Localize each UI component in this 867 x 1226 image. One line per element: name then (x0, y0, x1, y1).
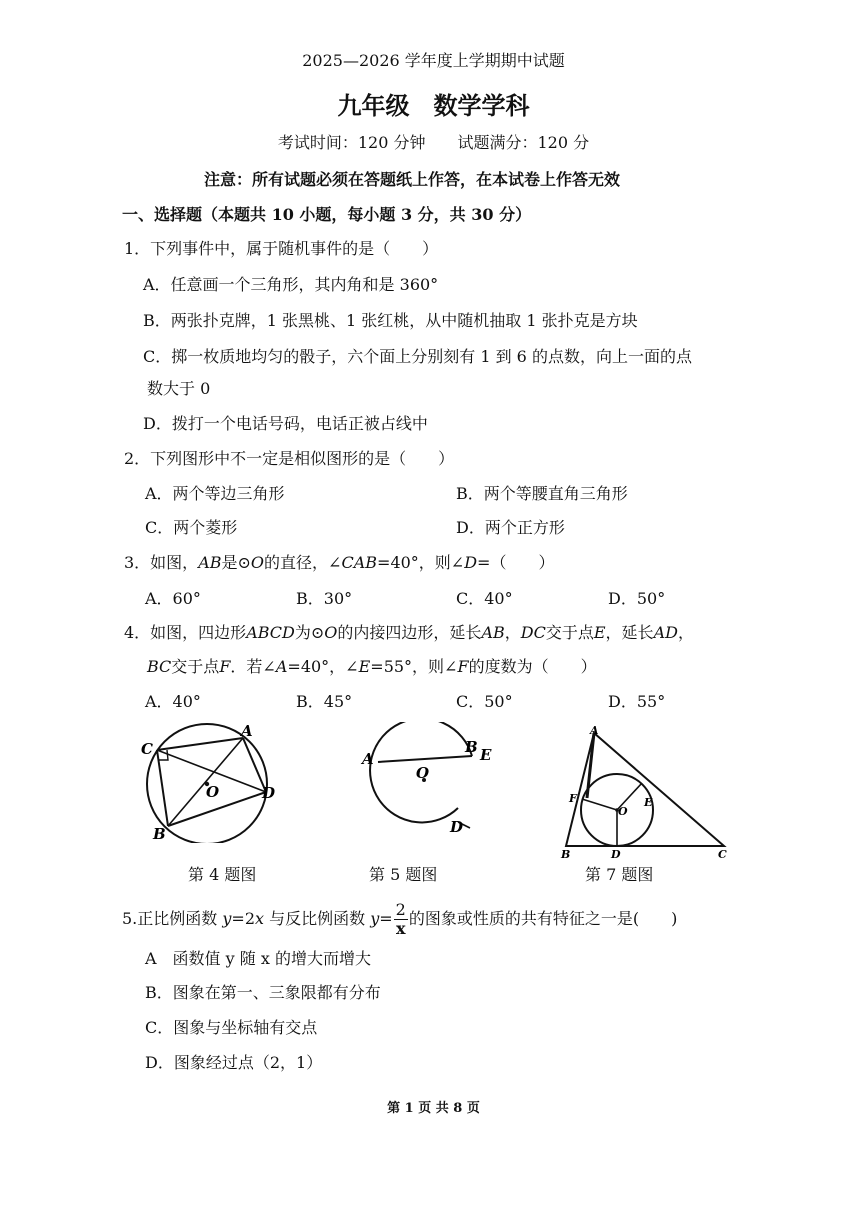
figure-5-label-o: O (416, 764, 430, 782)
question-4-stem-line2: BC交于点F．若∠A=40°，∠E=55°，则∠F的度数为（ ） (147, 657, 597, 676)
exam-notice: 注意：所有试题必须在答题纸上作答，在本试卷上作答无效 (204, 170, 621, 189)
figure-4-diagram (135, 718, 285, 843)
figure-5-label-b: B (465, 738, 478, 756)
question-3-option-b: B．30° (296, 589, 353, 608)
question-1-option-a: A．任意画一个三角形，其内角和是 360° (143, 275, 439, 294)
figure-5-label-e: E (480, 746, 492, 764)
question-1-option-c-line2: 数大于 0 (147, 379, 211, 398)
question-4-option-a: A．40° (145, 692, 201, 711)
fraction-2-over-x: $\frac{2}{x}$ (395, 900, 406, 938)
figure-7-label-a: A (590, 724, 599, 737)
figure-7-label-e: E (644, 796, 653, 809)
question-4-option-b: B．45° (296, 692, 353, 711)
figure-4-label-b: B (153, 825, 166, 843)
question-2-option-c: C．两个菱形 (145, 518, 238, 537)
question-1-option-b: B．两张扑克牌，1 张黑桃、1 张红桃，从中随机抽取 1 张扑克是方块 (143, 311, 638, 330)
question-2-option-b: B．两个等腰直角三角形 (456, 484, 628, 503)
question-2-stem: 2．下列图形中不一定是相似图形的是（ ） (124, 449, 455, 468)
question-4-stem-line1: 4．如图，四边形ABCD为⊙O的内接四边形，延长AB，DC交于点E，延长AD， (124, 623, 694, 642)
exam-info: 考试时间：120 分钟 试题满分：120 分 (277, 133, 590, 152)
question-3-stem: 3．如图，AB是⊙O的直径，∠CAB=40°，则∠D=（ ） (124, 553, 555, 572)
figure-7-diagram (556, 723, 736, 863)
question-5-option-c: C．图象与坐标轴有交点 (145, 1018, 318, 1037)
question-4-option-d: D．55° (608, 692, 666, 711)
figure-4-label-o: O (206, 783, 220, 801)
figure-4-caption: 第 4 题图 (188, 865, 257, 884)
question-3-option-c: C．40° (456, 589, 513, 608)
question-2-option-d: D．两个正方形 (456, 518, 565, 537)
figure-7-label-b: B (561, 848, 571, 861)
question-5-option-d: D．图象经过点（2，1） (145, 1053, 323, 1072)
question-5-option-a: A 函数值 y 随 x 的增大而增大 (145, 949, 371, 968)
page-number: 第 1 页 共 8 页 (387, 1101, 480, 1116)
grade-subject-title: 九年级 数学学科 (337, 91, 530, 120)
exam-year-title: 2025—2026 学年度上学期期中试题 (302, 51, 565, 70)
question-5-option-b: B．图象在第一、三象限都有分布 (145, 983, 381, 1002)
figure-7-caption: 第 7 题图 (585, 865, 654, 884)
question-1-stem: 1．下列事件中，属于随机事件的是（ ） (124, 239, 439, 258)
figure-4-label-a: A (241, 722, 253, 740)
question-1-option-d: D．拨打一个电话号码，电话正被占线中 (143, 414, 428, 433)
section-title: 一、选择题（本题共 10 小题，每小题 3 分，共 30 分） (122, 205, 532, 224)
figure-7-label-f: F (569, 792, 577, 805)
question-3-option-a: A．60° (145, 589, 201, 608)
figure-7-label-c: C (718, 848, 727, 861)
figure-5-caption: 第 5 题图 (369, 865, 438, 884)
question-4-option-c: C．50° (456, 692, 513, 711)
question-5-stem: 5.正比例函数 y=2x 与反比例函数 y= $\frac{2}{x}$ 的图象或性质的共有特征之一是( ) (122, 900, 678, 938)
question-3-option-d: D．50° (608, 589, 666, 608)
figure-5-diagram (358, 722, 493, 837)
question-2-option-a: A．两个等边三角形 (145, 484, 285, 503)
figure-4-label-d: D (262, 784, 276, 802)
figure-5-label-a: A (362, 750, 374, 768)
question-1-option-c-line1: C．掷一枚质地均匀的骰子，六个面上分别刻有 1 到 6 的点数，向上一面的点 (143, 347, 692, 366)
figure-7-label-d: D (611, 848, 621, 861)
figure-5-label-d: D (450, 818, 464, 836)
figure-4-label-c: C (141, 740, 153, 758)
figure-7-label-o: O (618, 805, 628, 818)
